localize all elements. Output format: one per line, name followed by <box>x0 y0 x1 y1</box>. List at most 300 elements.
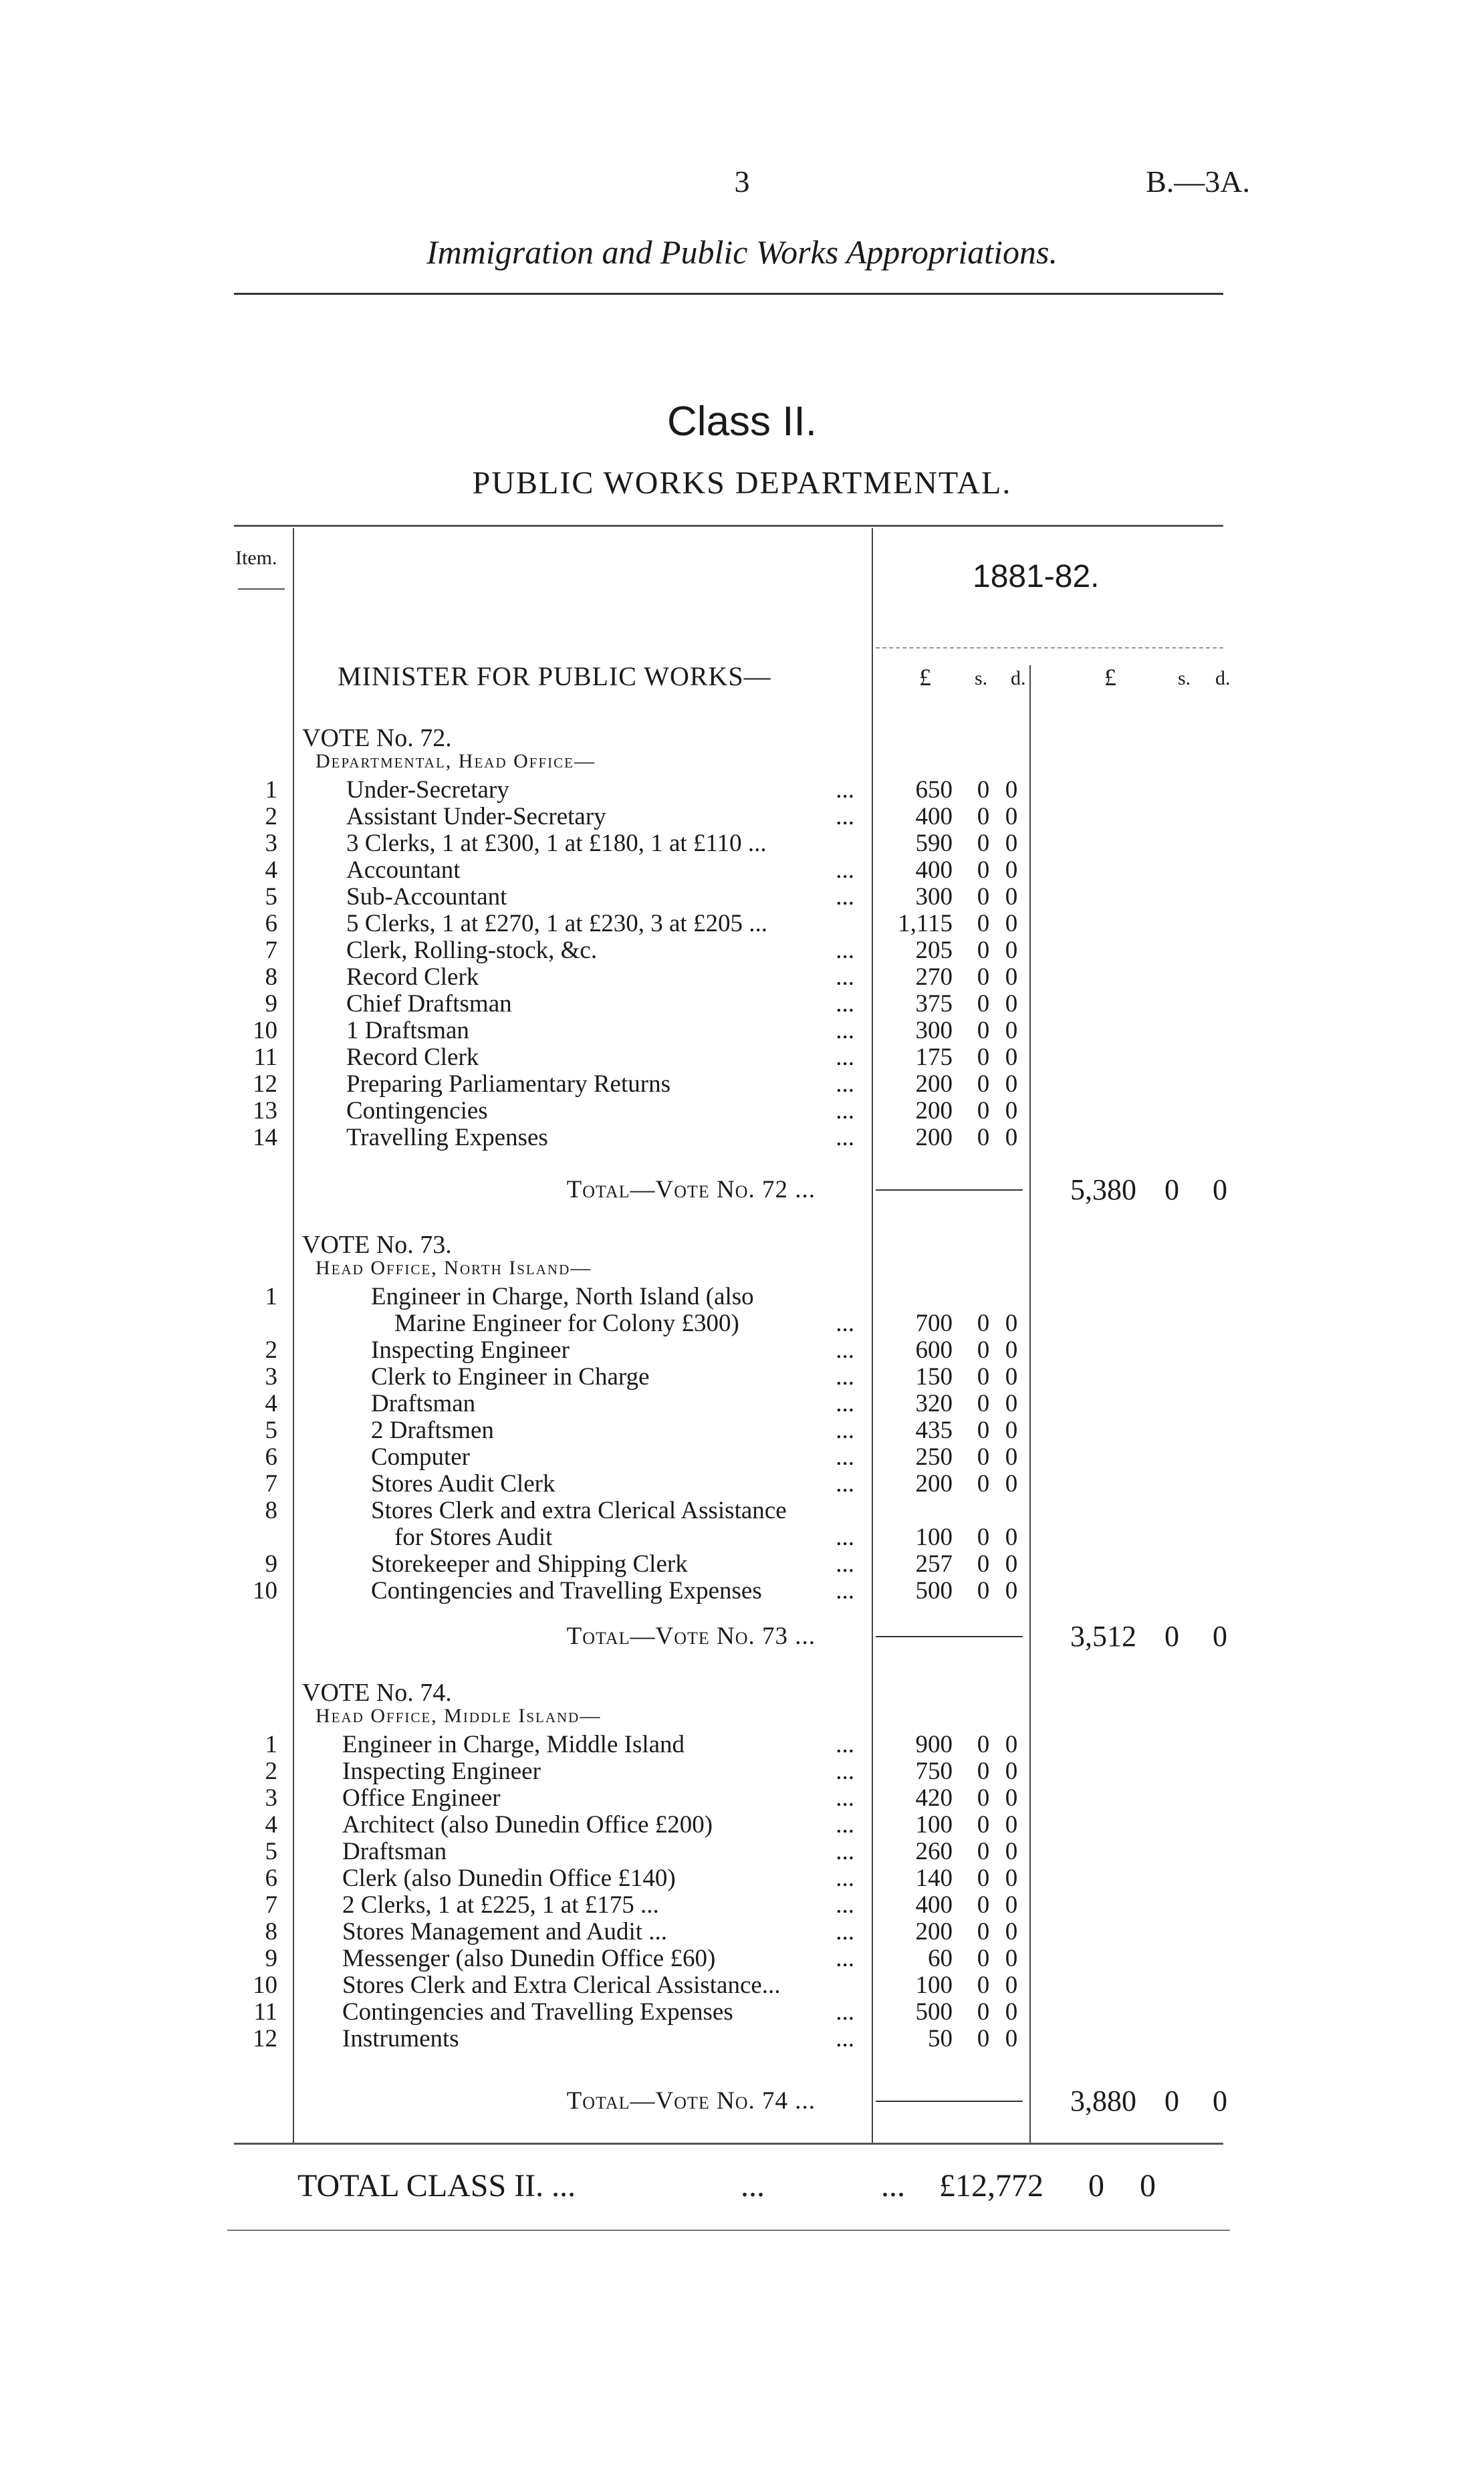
item-number: 3 <box>265 1784 277 1812</box>
total-pounds: 5,380 <box>1070 1173 1136 1206</box>
item-number: 6 <box>265 1443 277 1471</box>
grand-total-top-rule <box>234 2143 1223 2145</box>
line-item-row <box>0 1892 1484 1919</box>
item-description: Contingencies and Travelling Expenses <box>342 1998 733 2026</box>
item-number: 3 <box>265 830 277 857</box>
item-number: 2 <box>265 1758 277 1785</box>
leader-dots: ... <box>836 1550 854 1578</box>
leader-dots: ... <box>836 1945 854 1972</box>
item-number: 8 <box>265 963 277 991</box>
amount-pounds: 100 <box>915 1811 953 1839</box>
leader-dots: ... <box>836 1124 854 1151</box>
amount-shillings: 0 <box>977 1731 990 1758</box>
amount-shillings: 0 <box>977 1070 990 1098</box>
total-shillings: 0 <box>1164 2085 1179 2117</box>
amount-shillings: 0 <box>977 856 990 884</box>
item-description: Storekeeper and Shipping Clerk <box>371 1550 688 1578</box>
amount-shillings: 0 <box>977 1784 990 1812</box>
leader-dots: ... <box>836 1390 854 1417</box>
leader-dots: ... <box>836 1443 854 1471</box>
item-description: 3 Clerks, 1 at £300, 1 at £180, 1 at £110 ... <box>346 830 767 857</box>
line-item-row <box>0 1758 1484 1785</box>
amount-shillings: 0 <box>977 1891 990 1919</box>
leader-dots: ... <box>836 1470 854 1498</box>
line-item-row <box>0 1945 1484 1972</box>
amount-pence: 0 <box>1005 776 1018 804</box>
total-label: Total—Vote No. 74 ... <box>566 2087 816 2115</box>
amount-pounds: 60 <box>928 1945 953 1972</box>
item-number: 11 <box>253 1044 277 1071</box>
amount-pounds: 200 <box>915 1124 953 1151</box>
amount-pence: 0 <box>1005 1070 1018 1098</box>
line-item-row <box>0 830 1484 857</box>
amount-shillings: 0 <box>977 1998 990 2026</box>
class-title: Class II. <box>667 398 817 445</box>
amount-shillings: 0 <box>977 830 990 857</box>
item-number: 7 <box>265 1470 277 1498</box>
item-description: Clerk, Rolling-stock, &c. <box>346 937 598 964</box>
line-item-row <box>0 1364 1484 1391</box>
line-item-row <box>0 911 1484 937</box>
amount-shillings: 0 <box>977 2025 990 2052</box>
amount-shillings: 0 <box>977 1524 990 1551</box>
amount-pounds: 270 <box>915 963 953 991</box>
item-number: 7 <box>265 1891 277 1919</box>
amount-pence: 0 <box>1005 883 1018 911</box>
amount-pounds: 900 <box>915 1731 953 1758</box>
header-rule <box>234 293 1223 295</box>
amount-pounds: 700 <box>915 1310 953 1337</box>
amount-pounds: 320 <box>915 1390 953 1417</box>
vote-72-title: VOTE No. 72. <box>302 724 452 752</box>
amount-pounds: 650 <box>915 776 953 804</box>
item-number: 5 <box>265 1417 277 1444</box>
amount-pounds: 1,115 <box>898 910 953 937</box>
leader-dots: ... <box>836 1784 854 1812</box>
total-pounds: 3,880 <box>1070 2085 1136 2117</box>
line-item-row <box>0 991 1484 1018</box>
line-item-row <box>0 804 1484 830</box>
item-description: Under-Secretary <box>346 776 509 804</box>
amount-pounds: 200 <box>915 1918 953 1945</box>
amount-pence: 0 <box>1005 1865 1018 1892</box>
total-pence: 0 <box>1213 2085 1227 2117</box>
vote-73-total-row <box>0 1620 1484 1653</box>
item-description: 1 Draftsman <box>346 1017 469 1044</box>
amount-pence: 0 <box>1005 1945 1018 1972</box>
leader-dots: ... <box>836 1918 854 1945</box>
amount-shillings: 0 <box>977 1310 990 1337</box>
leader-dots: ... <box>836 1811 854 1839</box>
leader-dots: ... <box>836 2025 854 2052</box>
item-number: 8 <box>265 1497 277 1524</box>
amount-pounds: 500 <box>915 1998 953 2026</box>
line-item-row <box>0 1337 1484 1364</box>
amount-pounds: 200 <box>915 1097 953 1124</box>
amount-pounds: 400 <box>915 1891 953 1919</box>
line-item-row <box>0 1471 1484 1498</box>
table-top-rule <box>234 525 1223 527</box>
item-number: 4 <box>265 1390 277 1417</box>
item-description: Instruments <box>342 2025 459 2052</box>
page-number: 3 <box>734 164 750 199</box>
amount-shillings: 0 <box>977 1972 990 1999</box>
item-description: Stores Clerk and extra Clerical Assistance <box>371 1497 787 1524</box>
shilling-column-header: s. <box>975 667 988 689</box>
leader-dots: ... <box>836 1731 854 1758</box>
total-shillings: 0 <box>1164 1173 1179 1206</box>
leader-dots: ... <box>836 1070 854 1098</box>
amount-pence: 0 <box>1005 1524 1018 1551</box>
item-description: Marine Engineer for Colony £300) <box>394 1310 739 1337</box>
vote-74-title: VOTE No. 74. <box>302 1679 452 1707</box>
leader-dots: ... <box>836 1097 854 1124</box>
line-item-row <box>0 1098 1484 1124</box>
line-item-row <box>0 1732 1484 1758</box>
amount-shillings: 0 <box>977 1417 990 1444</box>
item-description: Stores Audit Clerk <box>371 1470 555 1498</box>
vote-72-total-row <box>0 1173 1484 1207</box>
amount-shillings: 0 <box>977 1097 990 1124</box>
amount-shillings: 0 <box>977 990 990 1018</box>
amount-pence: 0 <box>1005 1336 1018 1364</box>
vote-72-office: Departmental, Head Office— <box>316 750 596 772</box>
total-pounds: 3,512 <box>1070 1620 1136 1653</box>
amount-pounds: 435 <box>915 1417 953 1444</box>
amount-pounds: 590 <box>915 830 953 857</box>
item-number: 11 <box>253 1998 277 2026</box>
line-item-row <box>0 1071 1484 1098</box>
total-pound-column-header: £ <box>1104 664 1116 691</box>
page-bottom-rule <box>227 2230 1230 2231</box>
item-number: 3 <box>265 1363 277 1391</box>
leader-dots: ... <box>836 990 854 1018</box>
item-number: 1 <box>265 1283 277 1310</box>
leader-dots: ... <box>836 1838 854 1865</box>
amount-shillings: 0 <box>977 1124 990 1151</box>
amount-shillings: 0 <box>977 883 990 911</box>
amount-pence: 0 <box>1005 2025 1018 2052</box>
running-title: Immigration and Public Works Appropriations. <box>426 233 1058 271</box>
amount-pounds: 205 <box>915 937 953 964</box>
item-description: Record Clerk <box>346 963 479 991</box>
amount-pence: 0 <box>1005 1972 1018 1999</box>
item-number: 5 <box>265 883 277 911</box>
item-description: 2 Clerks, 1 at £225, 1 at £175 ... <box>342 1891 659 1919</box>
amount-pence: 0 <box>1005 1998 1018 2026</box>
item-description: Stores Clerk and Extra Clerical Assistance... <box>342 1972 781 1999</box>
item-description: Preparing Parliamentary Returns <box>346 1070 670 1098</box>
leader-dots: ... <box>836 1363 854 1391</box>
amount-pence: 0 <box>1005 1363 1018 1391</box>
item-description: Messenger (also Dunedin Office £60) <box>342 1945 716 1972</box>
total-pence: 0 <box>1213 1173 1227 1206</box>
item-column-header: Item. <box>235 547 277 569</box>
year-header: 1881-82. <box>973 559 1100 594</box>
leader-dots: ... <box>836 1891 854 1919</box>
leader-dots: ... <box>836 1524 854 1551</box>
amount-pounds: 150 <box>915 1363 953 1391</box>
leader-dots: ... <box>836 856 854 884</box>
leader-dots: ... <box>836 1758 854 1785</box>
item-number: 2 <box>265 803 277 830</box>
amount-pounds: 375 <box>915 990 953 1018</box>
leader-dots: ... <box>836 1998 854 2026</box>
amount-pence: 0 <box>1005 1758 1018 1785</box>
total-dash <box>876 1636 1023 1637</box>
item-number: 9 <box>265 990 277 1018</box>
amount-pounds: 175 <box>915 1044 953 1071</box>
item-number: 5 <box>265 1838 277 1865</box>
item-number: 9 <box>265 1945 277 1972</box>
amount-shillings: 0 <box>977 803 990 830</box>
amount-pounds: 257 <box>915 1550 953 1578</box>
line-item-row <box>0 1551 1484 1578</box>
line-item-row <box>0 1124 1484 1151</box>
leader-dots: ... <box>836 1417 854 1444</box>
grand-total-dots: ... <box>741 2168 765 2204</box>
leader-dots: ... <box>836 1336 854 1364</box>
amount-shillings: 0 <box>977 1811 990 1839</box>
line-item-row <box>0 1865 1484 1892</box>
item-number: 1 <box>265 776 277 804</box>
item-number: 6 <box>265 910 277 937</box>
amount-shillings: 0 <box>977 776 990 804</box>
grand-total-pounds: £12,772 <box>939 2168 1043 2204</box>
total-dash <box>876 2101 1023 2102</box>
amount-pence: 0 <box>1005 803 1018 830</box>
item-header-underline <box>238 588 285 590</box>
amount-pence: 0 <box>1005 1784 1018 1812</box>
amount-pence: 0 <box>1005 990 1018 1018</box>
total-shilling-column-header: s. <box>1178 667 1191 689</box>
amount-pounds: 300 <box>915 883 953 911</box>
item-description: 2 Draftsmen <box>371 1417 494 1444</box>
line-item-row <box>0 1310 1484 1337</box>
amount-shillings: 0 <box>977 1550 990 1578</box>
amount-pence: 0 <box>1005 856 1018 884</box>
amount-shillings: 0 <box>977 1336 990 1364</box>
amount-pounds: 50 <box>928 2025 953 2052</box>
item-description: Draftsman <box>371 1390 476 1417</box>
item-number: 9 <box>265 1550 277 1578</box>
total-label: Total—Vote No. 73 ... <box>566 1623 816 1650</box>
leader-dots: ... <box>836 937 854 964</box>
amount-pence: 0 <box>1005 1918 1018 1945</box>
leader-dots: ... <box>836 803 854 830</box>
amount-pence: 0 <box>1005 1097 1018 1124</box>
line-item-row <box>0 1812 1484 1839</box>
line-item-row <box>0 1044 1484 1071</box>
line-item-row <box>0 1972 1484 1999</box>
amount-shillings: 0 <box>977 1390 990 1417</box>
item-number: 1 <box>265 1731 277 1758</box>
item-description: Stores Management and Audit ... <box>342 1918 668 1945</box>
amount-pounds: 300 <box>915 1017 953 1044</box>
pound-column-header: £ <box>919 664 931 691</box>
year-header-rule <box>876 647 1223 648</box>
item-description: Contingencies and Travelling Expenses <box>371 1577 762 1605</box>
item-number: 12 <box>253 1070 277 1098</box>
amount-pence: 0 <box>1005 1811 1018 1839</box>
item-description: Computer <box>371 1443 470 1471</box>
amount-pence: 0 <box>1005 1417 1018 1444</box>
line-item-row <box>0 1391 1484 1417</box>
amount-pounds: 750 <box>915 1758 953 1785</box>
pence-column-header: d. <box>1011 667 1026 689</box>
line-item-row <box>0 1524 1484 1551</box>
amount-shillings: 0 <box>977 1577 990 1605</box>
item-description: Contingencies <box>346 1097 488 1124</box>
item-description: Inspecting Engineer <box>371 1336 570 1364</box>
amount-shillings: 0 <box>977 1044 990 1071</box>
item-number: 10 <box>253 1972 277 1999</box>
leader-dots: ... <box>836 1310 854 1337</box>
amount-pounds: 500 <box>915 1577 953 1605</box>
department-title: PUBLIC WORKS DEPARTMENTAL. <box>472 465 1012 501</box>
amount-pounds: 420 <box>915 1784 953 1812</box>
item-description: Chief Draftsman <box>346 990 512 1018</box>
amount-pounds: 600 <box>915 1336 953 1364</box>
amount-pence: 0 <box>1005 1470 1018 1498</box>
item-description: Clerk to Engineer in Charge <box>371 1363 650 1391</box>
line-item-row <box>0 777 1484 804</box>
amount-pence: 0 <box>1005 1390 1018 1417</box>
item-description: for Stores Audit <box>394 1524 553 1551</box>
amount-pounds: 200 <box>915 1070 953 1098</box>
item-description: Travelling Expenses <box>346 1124 548 1151</box>
grand-total-row <box>0 2166 1484 2206</box>
item-description: Draftsman <box>342 1838 447 1865</box>
amount-shillings: 0 <box>977 910 990 937</box>
amount-pence: 0 <box>1005 1838 1018 1865</box>
item-description: Inspecting Engineer <box>342 1758 541 1785</box>
line-item-row <box>0 1785 1484 1812</box>
item-number: 12 <box>253 2025 277 2052</box>
item-description: Sub-Accountant <box>346 883 507 911</box>
amount-pence: 0 <box>1005 1550 1018 1578</box>
item-description: Engineer in Charge, North Island (also <box>371 1283 754 1310</box>
amount-pence: 0 <box>1005 910 1018 937</box>
vote-73-title: VOTE No. 73. <box>302 1231 452 1259</box>
item-description: Accountant <box>346 856 461 884</box>
item-description: Record Clerk <box>346 1044 479 1071</box>
amount-pence: 0 <box>1005 937 1018 964</box>
vote-73-office: Head Office, North Island— <box>316 1257 592 1279</box>
total-label: Total—Vote No. 72 ... <box>566 1176 816 1203</box>
leader-dots: ... <box>836 776 854 804</box>
grand-total-shillings: 0 <box>1088 2168 1104 2204</box>
amount-shillings: 0 <box>977 1470 990 1498</box>
line-item-row <box>0 1284 1484 1310</box>
amount-pence: 0 <box>1005 1310 1018 1337</box>
line-item-row <box>0 1417 1484 1444</box>
amount-pounds: 100 <box>915 1972 953 1999</box>
item-number: 10 <box>253 1017 277 1044</box>
line-item-row <box>0 1578 1484 1605</box>
vote-74-office: Head Office, Middle Island— <box>316 1705 602 1727</box>
amount-pence: 0 <box>1005 963 1018 991</box>
amount-shillings: 0 <box>977 1918 990 1945</box>
leader-dots: ... <box>836 1577 854 1605</box>
amount-shillings: 0 <box>977 1363 990 1391</box>
amount-pounds: 400 <box>915 803 953 830</box>
amount-pounds: 100 <box>915 1524 953 1551</box>
item-number: 7 <box>265 937 277 964</box>
line-item-row <box>0 964 1484 991</box>
grand-total-label: TOTAL CLASS II. ... <box>297 2168 576 2204</box>
document-code: B.—3A. <box>1146 164 1250 199</box>
ministry-heading: MINISTER FOR PUBLIC WORKS— <box>338 661 771 691</box>
line-item-row <box>0 1999 1484 2026</box>
amount-shillings: 0 <box>977 937 990 964</box>
amount-pence: 0 <box>1005 1577 1018 1605</box>
amount-shillings: 0 <box>977 1443 990 1471</box>
line-item-row <box>0 1018 1484 1044</box>
amount-pounds: 260 <box>915 1838 953 1865</box>
amount-pence: 0 <box>1005 1891 1018 1919</box>
leader-dots: ... <box>836 963 854 991</box>
leader-dots: ... <box>836 1017 854 1044</box>
amount-shillings: 0 <box>977 1838 990 1865</box>
item-description: 5 Clerks, 1 at £270, 1 at £230, 3 at £205 ... <box>346 910 767 937</box>
total-pence: 0 <box>1213 1620 1227 1653</box>
amount-pence: 0 <box>1005 1044 1018 1071</box>
amount-pounds: 400 <box>915 856 953 884</box>
leader-dots: ... <box>836 883 854 911</box>
amount-pence: 0 <box>1005 1731 1018 1758</box>
line-item-row <box>0 1839 1484 1865</box>
leader-dots: ... <box>836 1044 854 1071</box>
item-description: Engineer in Charge, Middle Island <box>342 1731 685 1758</box>
total-shillings: 0 <box>1164 1620 1179 1653</box>
grand-total-pence: 0 <box>1140 2168 1156 2204</box>
amount-shillings: 0 <box>977 1865 990 1892</box>
line-item-row <box>0 857 1484 884</box>
amount-shillings: 0 <box>977 963 990 991</box>
item-description: Assistant Under-Secretary <box>346 803 606 830</box>
line-item-row <box>0 937 1484 964</box>
amount-pence: 0 <box>1005 1017 1018 1044</box>
amount-shillings: 0 <box>977 1758 990 1785</box>
leader-dots: ... <box>836 1865 854 1892</box>
item-number: 14 <box>253 1124 277 1151</box>
amount-pence: 0 <box>1005 1124 1018 1151</box>
line-item-row <box>0 1498 1484 1524</box>
amount-pounds: 250 <box>915 1443 953 1471</box>
total-pence-column-header: d. <box>1215 667 1231 689</box>
line-item-row <box>0 884 1484 911</box>
line-item-row <box>0 1919 1484 1945</box>
item-number: 6 <box>265 1865 277 1892</box>
amount-pence: 0 <box>1005 1443 1018 1471</box>
item-description: Office Engineer <box>342 1784 501 1812</box>
vote-74-total-row <box>0 2085 1484 2118</box>
item-number: 4 <box>265 856 277 884</box>
item-description: Architect (also Dunedin Office £200) <box>342 1811 713 1839</box>
item-number: 10 <box>253 1577 277 1605</box>
amount-shillings: 0 <box>977 1017 990 1044</box>
amount-pounds: 200 <box>915 1470 953 1498</box>
amount-pence: 0 <box>1005 830 1018 857</box>
amount-shillings: 0 <box>977 1945 990 1972</box>
total-dash <box>876 1189 1023 1191</box>
grand-total-dots: ... <box>881 2168 905 2204</box>
item-description: Clerk (also Dunedin Office £140) <box>342 1865 676 1892</box>
item-number: 4 <box>265 1811 277 1839</box>
amount-pounds: 140 <box>915 1865 953 1892</box>
item-number: 2 <box>265 1336 277 1364</box>
